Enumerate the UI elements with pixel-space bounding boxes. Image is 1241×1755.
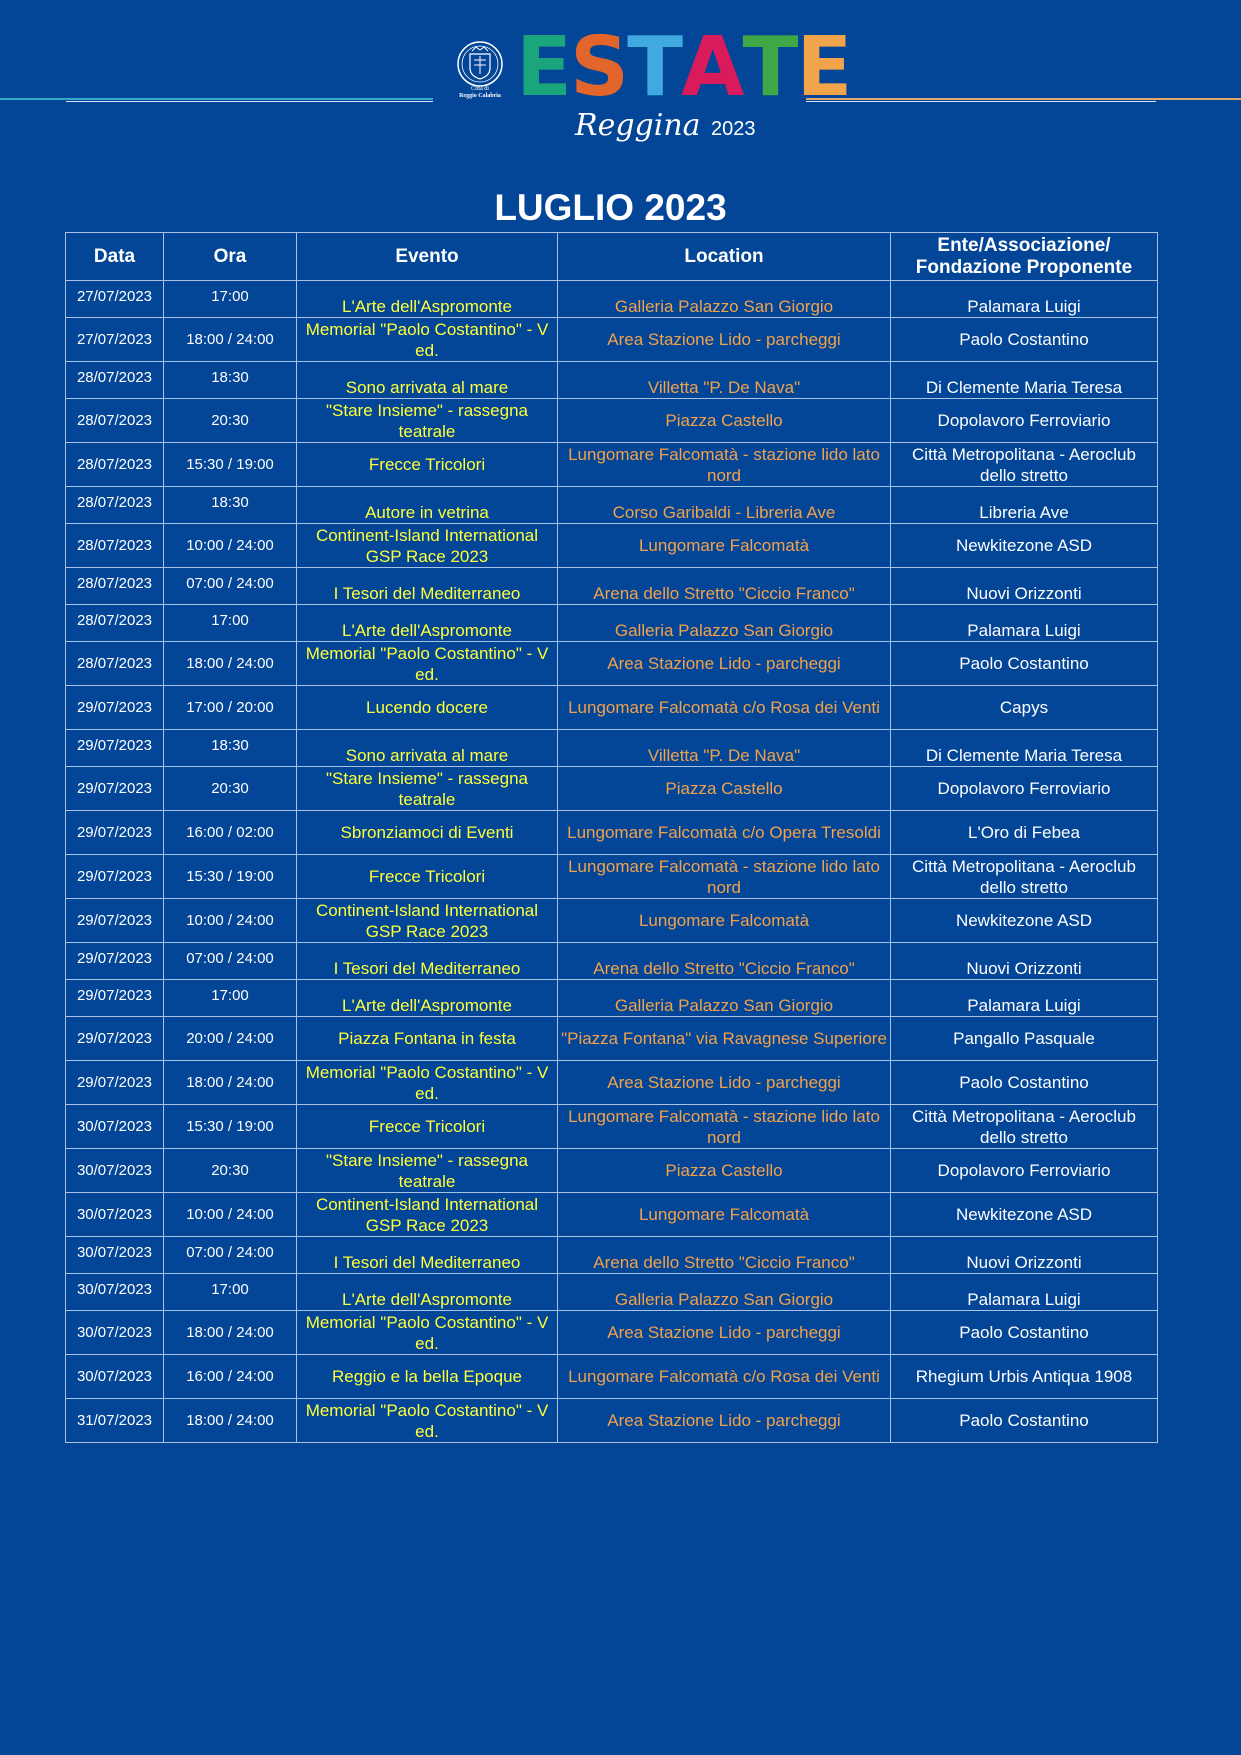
cell-date: 27/07/2023 <box>66 318 164 362</box>
cell-location: Arena dello Stretto "Ciccio Franco" <box>558 568 891 605</box>
cell-date: 31/07/2023 <box>66 1399 164 1443</box>
cell-date: 29/07/2023 <box>66 899 164 943</box>
cell-event: Reggio e la bella Epoque <box>297 1355 558 1399</box>
header-date: Data <box>66 233 164 281</box>
cell-date: 28/07/2023 <box>66 487 164 524</box>
cell-event: Memorial "Paolo Costantino" - V ed. <box>297 318 558 362</box>
table-row <box>66 318 1158 362</box>
cell-location: Area Stazione Lido - parcheggi <box>558 1399 891 1443</box>
cell-location: Piazza Castello <box>558 767 891 811</box>
cell-location: Lungomare Falcomatà <box>558 899 891 943</box>
cell-event: Autore in vetrina <box>297 487 558 524</box>
cell-date: 28/07/2023 <box>66 443 164 487</box>
cell-event: "Stare Insieme" - rassegna teatrale <box>297 767 558 811</box>
header-rule-left-thin <box>66 101 433 102</box>
cell-organizer: Città Metropolitana - Aeroclub dello stretto <box>891 1105 1158 1149</box>
cell-organizer: Newkitezone ASD <box>891 899 1158 943</box>
crest-caption-line2: Reggio Calabria <box>459 93 501 99</box>
cell-time: 10:00 / 24:00 <box>164 1193 297 1237</box>
table-row <box>66 980 1158 1017</box>
header-event: Evento <box>297 233 558 281</box>
cell-time: 18:30 <box>164 362 297 399</box>
cell-location: "Piazza Fontana" via Ravagnese Superiore <box>558 1017 891 1061</box>
cell-time: 20:30 <box>164 1149 297 1193</box>
cell-time: 07:00 / 24:00 <box>164 1237 297 1274</box>
page-header <box>0 0 1241 170</box>
cell-organizer: Dopolavoro Ferroviario <box>891 399 1158 443</box>
logo-letter: T <box>627 20 682 115</box>
logo-letter: E <box>796 20 851 115</box>
cell-event: L'Arte dell'Aspromonte <box>297 980 558 1017</box>
cell-event: Sono arrivata al mare <box>297 362 558 399</box>
cell-time: 17:00 <box>164 1274 297 1311</box>
cell-time: 16:00 / 24:00 <box>164 1355 297 1399</box>
cell-event: Frecce Tricolori <box>297 1105 558 1149</box>
table-header-row <box>66 233 1158 281</box>
cell-location: Galleria Palazzo San Giorgio <box>558 980 891 1017</box>
logo-script-text: Reggina <box>575 108 701 143</box>
table-row <box>66 1355 1158 1399</box>
logo-letter: T <box>742 20 797 115</box>
table-row <box>66 1311 1158 1355</box>
cell-date: 29/07/2023 <box>66 730 164 767</box>
cell-organizer: Nuovi Orizzonti <box>891 568 1158 605</box>
cell-location: Galleria Palazzo San Giorgio <box>558 281 891 318</box>
cell-organizer: Paolo Costantino <box>891 1399 1158 1443</box>
cell-event: Memorial "Paolo Costantino" - V ed. <box>297 1399 558 1443</box>
cell-organizer: Palamara Luigi <box>891 605 1158 642</box>
crest-caption <box>440 86 520 100</box>
cell-event: I Tesori del Mediterraneo <box>297 568 558 605</box>
cell-event: Continent-Island International GSP Race 2023 <box>297 524 558 568</box>
cell-time: 07:00 / 24:00 <box>164 568 297 605</box>
cell-organizer: Nuovi Orizzonti <box>891 943 1158 980</box>
cell-date: 30/07/2023 <box>66 1193 164 1237</box>
table-row <box>66 899 1158 943</box>
cell-location: Lungomare Falcomatà <box>558 524 891 568</box>
cell-location: Piazza Castello <box>558 399 891 443</box>
cell-location: Villetta "P. De Nava" <box>558 730 891 767</box>
cell-event: L'Arte dell'Aspromonte <box>297 605 558 642</box>
cell-time: 20:30 <box>164 767 297 811</box>
cell-organizer: Capys <box>891 686 1158 730</box>
cell-time: 10:00 / 24:00 <box>164 899 297 943</box>
table-row <box>66 1061 1158 1105</box>
table-row <box>66 943 1158 980</box>
logo-letter: E <box>516 20 571 115</box>
header-rule-left <box>0 98 433 100</box>
cell-time: 15:30 / 19:00 <box>164 1105 297 1149</box>
crest-caption-line1: Città di <box>471 86 489 92</box>
cell-event: I Tesori del Mediterraneo <box>297 943 558 980</box>
cell-date: 28/07/2023 <box>66 568 164 605</box>
table-row <box>66 1105 1158 1149</box>
cell-time: 18:00 / 24:00 <box>164 318 297 362</box>
header-time: Ora <box>164 233 297 281</box>
cell-location: Area Stazione Lido - parcheggi <box>558 1061 891 1105</box>
cell-date: 29/07/2023 <box>66 1061 164 1105</box>
cell-date: 27/07/2023 <box>66 281 164 318</box>
cell-date: 29/07/2023 <box>66 1017 164 1061</box>
cell-location: Galleria Palazzo San Giorgio <box>558 1274 891 1311</box>
table-row <box>66 1193 1158 1237</box>
table-row <box>66 642 1158 686</box>
table-row <box>66 855 1158 899</box>
cell-event: Frecce Tricolori <box>297 443 558 487</box>
cell-location: Corso Garibaldi - Libreria Ave <box>558 487 891 524</box>
cell-event: Memorial "Paolo Costantino" - V ed. <box>297 1311 558 1355</box>
cell-event: Memorial "Paolo Costantino" - V ed. <box>297 642 558 686</box>
cell-date: 30/07/2023 <box>66 1105 164 1149</box>
cell-date: 28/07/2023 <box>66 605 164 642</box>
cell-organizer: Di Clemente Maria Teresa <box>891 362 1158 399</box>
cell-organizer: Pangallo Pasquale <box>891 1017 1158 1061</box>
table-row <box>66 524 1158 568</box>
logo-letter: A <box>681 20 743 115</box>
cell-time: 18:00 / 24:00 <box>164 642 297 686</box>
cell-time: 18:30 <box>164 487 297 524</box>
cell-event: Sbronziamoci di Eventi <box>297 811 558 855</box>
cell-time: 15:30 / 19:00 <box>164 443 297 487</box>
cell-time: 10:00 / 24:00 <box>164 524 297 568</box>
logo-letter: S <box>570 20 628 115</box>
cell-event: Frecce Tricolori <box>297 855 558 899</box>
page-title: LUGLIO 2023 <box>494 187 727 228</box>
table-row <box>66 281 1158 318</box>
header-rule-right <box>806 98 1241 100</box>
cell-organizer: Di Clemente Maria Teresa <box>891 730 1158 767</box>
table-row <box>66 399 1158 443</box>
cell-organizer: Paolo Costantino <box>891 318 1158 362</box>
cell-organizer: Dopolavoro Ferroviario <box>891 1149 1158 1193</box>
cell-time: 18:30 <box>164 730 297 767</box>
cell-date: 29/07/2023 <box>66 811 164 855</box>
cell-date: 28/07/2023 <box>66 524 164 568</box>
cell-date: 29/07/2023 <box>66 686 164 730</box>
cell-location: Arena dello Stretto "Ciccio Franco" <box>558 943 891 980</box>
cell-date: 29/07/2023 <box>66 980 164 1017</box>
cell-date: 30/07/2023 <box>66 1237 164 1274</box>
cell-time: 17:00 / 20:00 <box>164 686 297 730</box>
cell-time: 18:00 / 24:00 <box>164 1061 297 1105</box>
table-row <box>66 487 1158 524</box>
cell-organizer: Nuovi Orizzonti <box>891 1237 1158 1274</box>
cell-location: Galleria Palazzo San Giorgio <box>558 605 891 642</box>
cell-location: Lungomare Falcomatà - stazione lido lato nord <box>558 855 891 899</box>
logo-subtitle <box>575 108 756 143</box>
cell-organizer: Palamara Luigi <box>891 281 1158 318</box>
table-row <box>66 1274 1158 1311</box>
cell-location: Lungomare Falcomatà - stazione lido lato nord <box>558 443 891 487</box>
table-row <box>66 686 1158 730</box>
cell-date: 30/07/2023 <box>66 1274 164 1311</box>
cell-organizer: Paolo Costantino <box>891 642 1158 686</box>
cell-time: 18:00 / 24:00 <box>164 1311 297 1355</box>
cell-organizer: L'Oro di Febea <box>891 811 1158 855</box>
table-row <box>66 1399 1158 1443</box>
cell-time: 20:00 / 24:00 <box>164 1017 297 1061</box>
cell-date: 29/07/2023 <box>66 855 164 899</box>
cell-organizer: Newkitezone ASD <box>891 524 1158 568</box>
table-row <box>66 362 1158 399</box>
cell-date: 30/07/2023 <box>66 1355 164 1399</box>
cell-event: Lucendo docere <box>297 686 558 730</box>
cell-event: Continent-Island International GSP Race 2023 <box>297 899 558 943</box>
cell-date: 29/07/2023 <box>66 767 164 811</box>
cell-event: L'Arte dell'Aspromonte <box>297 1274 558 1311</box>
cell-location: Area Stazione Lido - parcheggi <box>558 318 891 362</box>
cell-event: L'Arte dell'Aspromonte <box>297 281 558 318</box>
table-row <box>66 568 1158 605</box>
table-row <box>66 811 1158 855</box>
cell-time: 17:00 <box>164 605 297 642</box>
table-row <box>66 1149 1158 1193</box>
cell-organizer: Paolo Costantino <box>891 1061 1158 1105</box>
cell-organizer: Paolo Costantino <box>891 1311 1158 1355</box>
cell-event: Sono arrivata al mare <box>297 730 558 767</box>
cell-event: Memorial "Paolo Costantino" - V ed. <box>297 1061 558 1105</box>
cell-date: 28/07/2023 <box>66 399 164 443</box>
cell-organizer: Palamara Luigi <box>891 980 1158 1017</box>
cell-date: 29/07/2023 <box>66 943 164 980</box>
table-row <box>66 443 1158 487</box>
table-body <box>66 281 1158 1443</box>
cell-time: 18:00 / 24:00 <box>164 1399 297 1443</box>
events-table <box>65 232 1158 1443</box>
cell-date: 30/07/2023 <box>66 1149 164 1193</box>
cell-organizer: Rhegium Urbis Antiqua 1908 <box>891 1355 1158 1399</box>
cell-time: 07:00 / 24:00 <box>164 943 297 980</box>
table-row <box>66 767 1158 811</box>
cell-organizer: Città Metropolitana - Aeroclub dello stretto <box>891 855 1158 899</box>
table-row <box>66 1237 1158 1274</box>
header-organizer: Ente/Associazione/ Fondazione Proponente <box>891 233 1158 281</box>
cell-organizer: Libreria Ave <box>891 487 1158 524</box>
cell-date: 28/07/2023 <box>66 642 164 686</box>
header-location: Location <box>558 233 891 281</box>
cell-event: "Stare Insieme" - rassegna teatrale <box>297 399 558 443</box>
cell-location: Lungomare Falcomatà c/o Rosa dei Venti <box>558 1355 891 1399</box>
cell-location: Lungomare Falcomatà c/o Opera Tresoldi <box>558 811 891 855</box>
cell-organizer: Newkitezone ASD <box>891 1193 1158 1237</box>
cell-event: Continent-Island International GSP Race 2023 <box>297 1193 558 1237</box>
header-rule-right-thin <box>806 101 1156 102</box>
cell-event: I Tesori del Mediterraneo <box>297 1237 558 1274</box>
cell-time: 15:30 / 19:00 <box>164 855 297 899</box>
cell-time: 17:00 <box>164 980 297 1017</box>
cell-location: Lungomare Falcomatà c/o Rosa dei Venti <box>558 686 891 730</box>
cell-time: 20:30 <box>164 399 297 443</box>
estate-logo <box>516 20 851 115</box>
cell-organizer: Dopolavoro Ferroviario <box>891 767 1158 811</box>
table-row <box>66 730 1158 767</box>
cell-event: "Stare Insieme" - rassegna teatrale <box>297 1149 558 1193</box>
cell-location: Piazza Castello <box>558 1149 891 1193</box>
cell-date: 30/07/2023 <box>66 1311 164 1355</box>
cell-organizer: Palamara Luigi <box>891 1274 1158 1311</box>
cell-location: Arena dello Stretto "Ciccio Franco" <box>558 1237 891 1274</box>
cell-location: Area Stazione Lido - parcheggi <box>558 1311 891 1355</box>
cell-organizer: Città Metropolitana - Aeroclub dello stretto <box>891 443 1158 487</box>
logo-year: 2023 <box>711 118 756 140</box>
cell-date: 28/07/2023 <box>66 362 164 399</box>
cell-location: Villetta "P. De Nava" <box>558 362 891 399</box>
table-row <box>66 1017 1158 1061</box>
cell-location: Area Stazione Lido - parcheggi <box>558 642 891 686</box>
cell-location: Lungomare Falcomatà - stazione lido lato nord <box>558 1105 891 1149</box>
cell-event: Piazza Fontana in festa <box>297 1017 558 1061</box>
table-row <box>66 605 1158 642</box>
cell-time: 16:00 / 02:00 <box>164 811 297 855</box>
cell-location: Lungomare Falcomatà <box>558 1193 891 1237</box>
cell-time: 17:00 <box>164 281 297 318</box>
